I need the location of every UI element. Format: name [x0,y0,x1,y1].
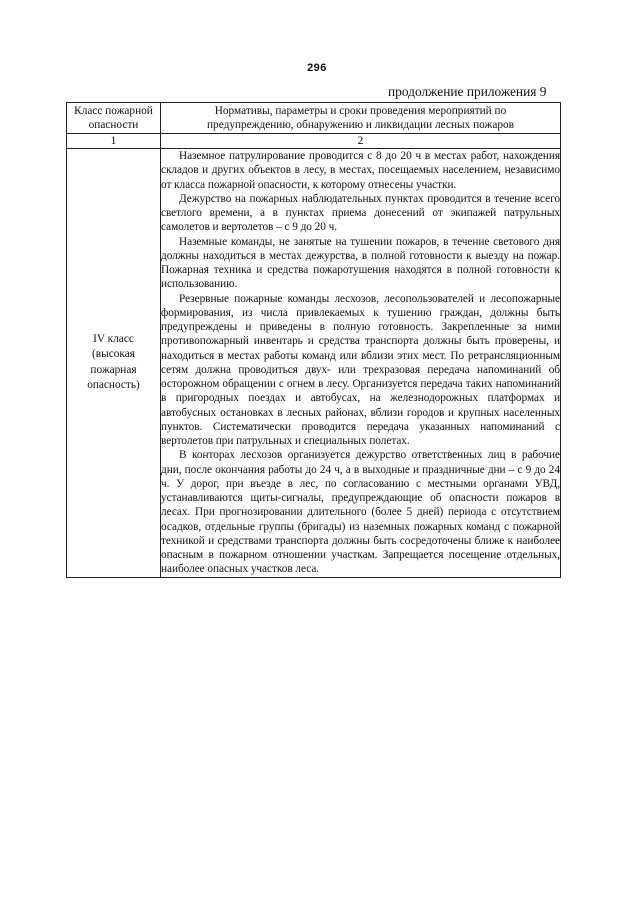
fire-danger-norms-table [66,102,561,578]
column-number-1: 1 [67,134,161,149]
table-row [67,149,561,578]
paragraph-reserve-teams: Резервные пожарные команды лесхозов, лесопользователей и лесопожарные формирования, из числа привлекаемых к тушению граждан, должны быть предупреждены и приведены в полную готовность. Закрепленные за ними противопожарный инвентарь и средства транспорта должны быть проверены, и находиться в местах работы команд или вблизи этих мест. По ретрансляционным сетям должна проводиться двух- или трехразовая передача напоминаний об осторожном обращении с огнем в лесу. Организуется передача таких напоминаний в пригородных поездах и автобусах, на железнодорожных платформах и автобусных остановках в лесных районах, вблизи городов и крупных населенных пунктов. Систематически проводится передача указанных напоминаний с вертолетов при патрульных и специальных полетах. [161,292,560,447]
paragraph-forestry-offices: В конторах лесхозов организуется дежурство ответственных лиц в рабочие дни, после окончания работы до 24 ч, а в выходные и праздничные дни – с 9 до 24 ч. У дорог, при въезде в лес, по согласованию с местными органами УВД, устанавливаются щиты-сигналы, предупреждающие об опасности пожаров в лесах. При прогнозировании длительного (более 5 дней) периода с отсутствием осадков, отдельные группы (бригады) из наземных пожарных команд с пожарной техникой и средствами транспорта должны быть сосредоточены ближе к наиболее опасным в пожарном отношении участкам. Запрещается посещение отдельных, наиболее опасных участков леса. [161,449,560,576]
table-header-row [67,103,561,134]
paragraph-ground-patrol: Наземное патрулирование проводится с 8 до 20 ч в местах работ, нахождения складов и других объектов в лесу, в местах, посещаемых населением, независимо от класса пожарной опасности, к которому отнесены участки. [161,150,560,191]
fire-class-label [67,149,161,578]
fire-class-text: IV класс (высокая пожарная опасность) [87,333,140,392]
paragraph-observation-duty: Дежурство на пожарных наблюдательных пунктах проводится в течение всего светлого времени, а в пунктах приема донесений от экипажей патрульных самолетов и вертолетов – с 9 до 20 ч. [161,192,560,234]
paragraph-ground-teams: Наземные команды, не занятые на тушении пожаров, в течение светового дня должны находиться в местах дежурства, в полной готовности к выезду на пожар. Пожарная техника и средства пожаротушения находятся в полной готовности к использованию. [161,235,560,291]
header-norms-column: Нормативы, параметры и сроки проведения мероприятий по предупреждению, обнаружению и ликвидации лесных пожаров [161,103,561,134]
header-class-column: Класс пожарной опасности [67,103,161,134]
measures-cell [161,149,561,578]
column-number-2: 2 [161,134,561,149]
continuation-label: продолжение приложения 9 [388,84,547,99]
column-number-row [67,134,561,149]
page-number: 296 [307,62,327,74]
